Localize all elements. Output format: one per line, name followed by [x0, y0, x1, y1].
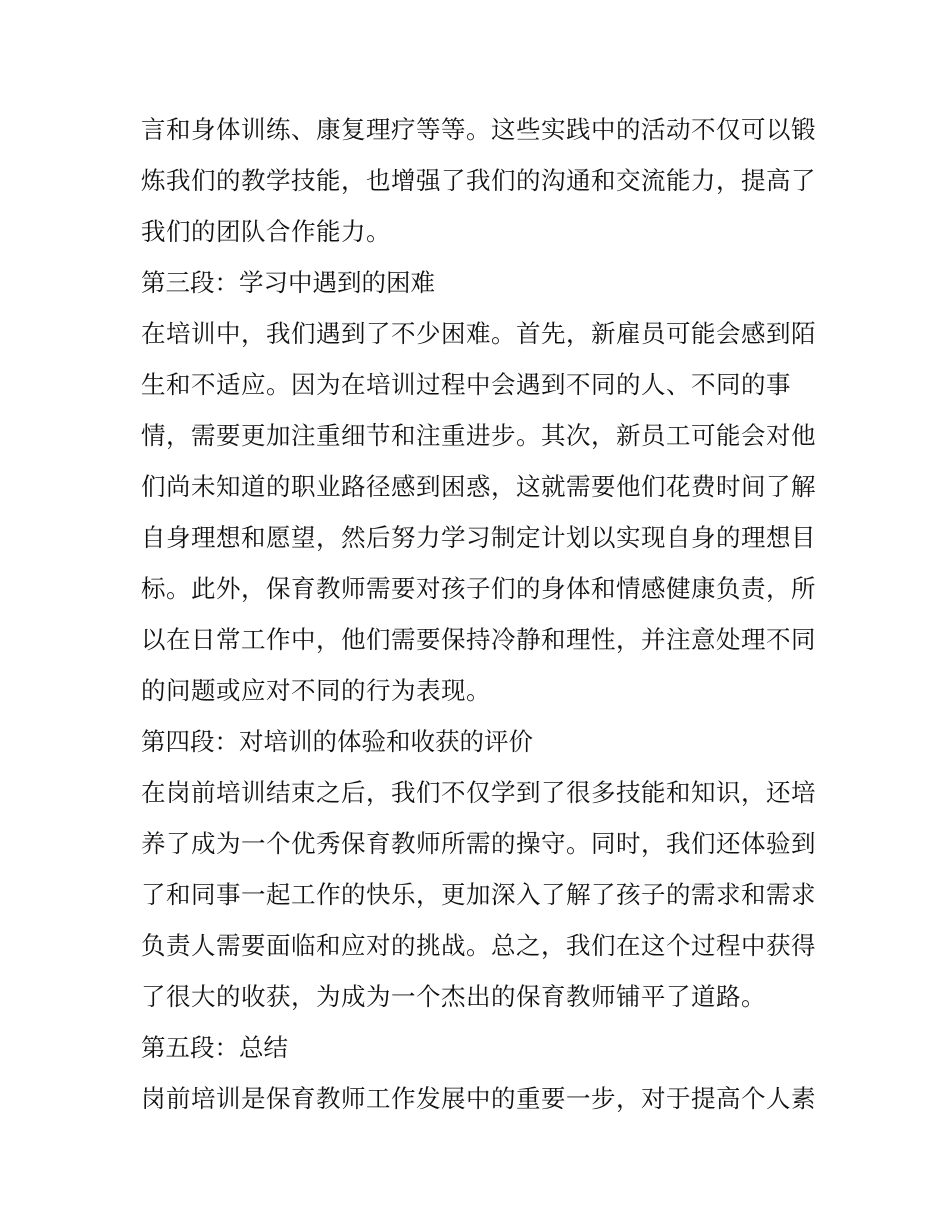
- body-line: 岗前培训是保育教师工作发展中的重要一步，对于提高个人素: [141, 1084, 816, 1113]
- body-line: 以在日常工作中，他们需要保持冷静和理性，并注意处理不同: [141, 625, 816, 654]
- section-heading-3: 第三段：学习中遇到的困难: [141, 268, 435, 297]
- section-heading-5: 第五段：总结: [141, 1033, 288, 1062]
- body-line: 情，需要更加注重细节和注重进步。其次，新员工可能会对他: [141, 421, 816, 450]
- document-body: [141, 104, 816, 1124]
- body-line: 在岗前培训结束之后，我们不仅学到了很多技能和知识，还培: [141, 778, 816, 807]
- body-line: 们尚未知道的职业路径感到困惑，这就需要他们花费时间了解: [141, 472, 816, 501]
- body-line: 我们的团队合作能力。: [141, 217, 391, 246]
- body-line: 了和同事一起工作的快乐，更加深入了解了孩子的需求和需求: [141, 880, 816, 909]
- body-line: 言和身体训练、康复理疗等等。这些实践中的活动不仅可以锻: [141, 115, 816, 144]
- body-line: 在培训中，我们遇到了不少困难。首先，新雇员可能会感到陌: [141, 319, 816, 348]
- body-line: 养了成为一个优秀保育教师所需的操守。同时，我们还体验到: [141, 829, 816, 858]
- section-heading-4: 第四段：对培训的体验和收获的评价: [141, 727, 533, 756]
- body-line: 负责人需要面临和应对的挑战。总之，我们在这个过程中获得: [141, 931, 816, 960]
- body-line: 标。此外，保育教师需要对孩子们的身体和情感健康负责，所: [141, 574, 816, 603]
- body-line: 炼我们的教学技能，也增强了我们的沟通和交流能力，提高了: [141, 166, 816, 195]
- body-line: 自身理想和愿望，然后努力学习制定计划以实现自身的理想目: [141, 523, 816, 552]
- body-line: 的问题或应对不同的行为表现。: [141, 676, 491, 705]
- body-line: 生和不适应。因为在培训过程中会遇到不同的人、不同的事: [141, 370, 791, 399]
- body-line: 了很大的收获，为成为一个杰出的保育教师铺平了道路。: [141, 982, 766, 1011]
